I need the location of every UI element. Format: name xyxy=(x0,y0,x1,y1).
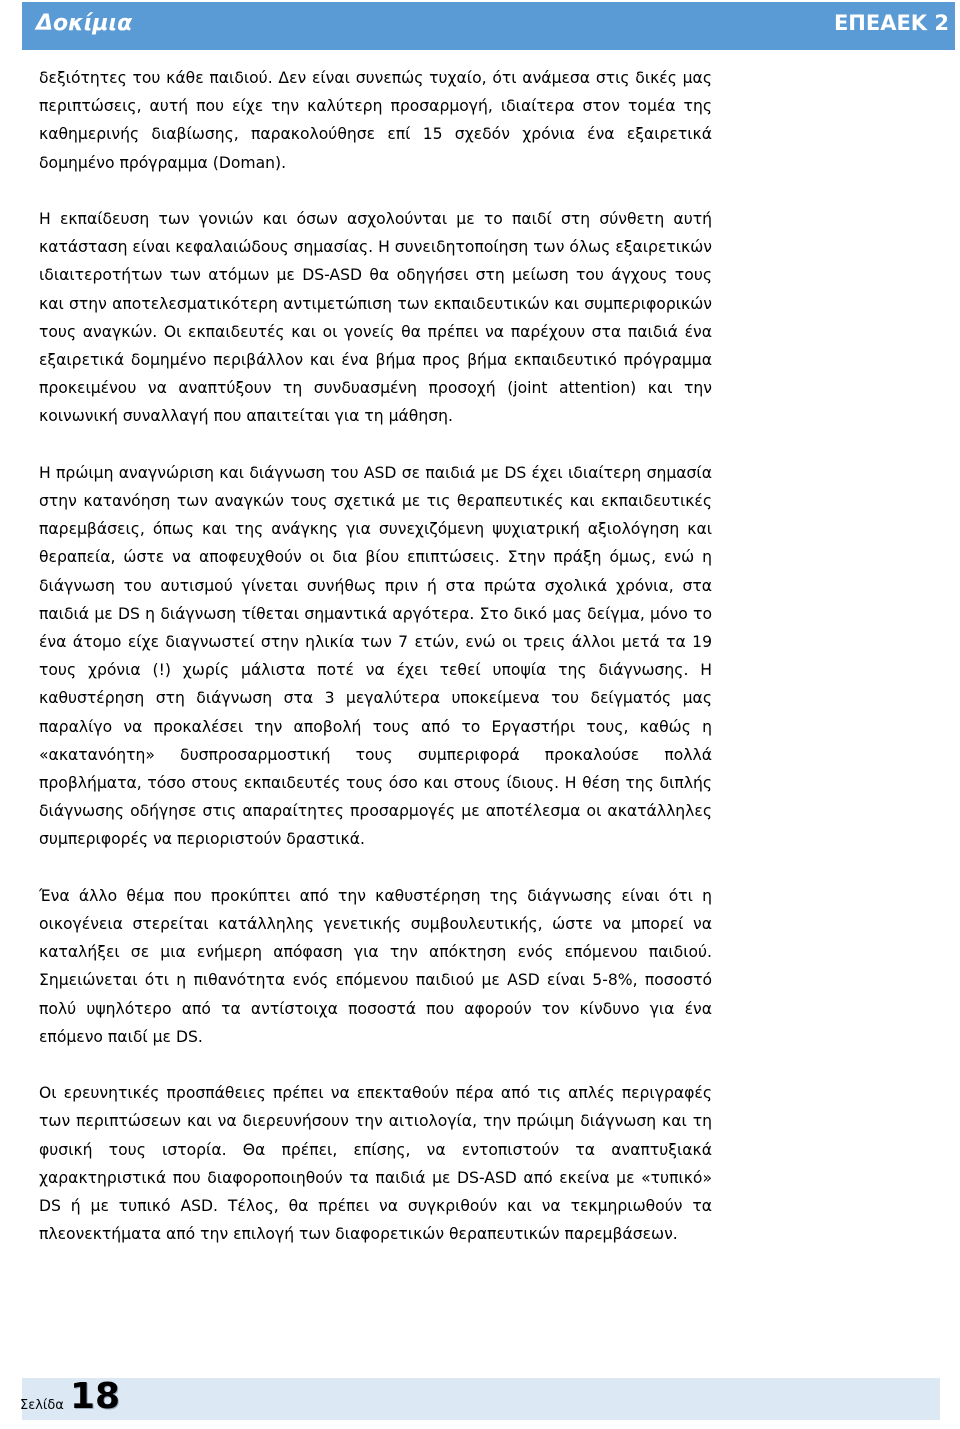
page-header xyxy=(22,2,955,50)
section-title: Δοκίμια xyxy=(36,11,133,36)
page-footer xyxy=(22,1378,940,1420)
program-title: ΕΠΕΑΕΚ 2 xyxy=(833,11,949,35)
page-label: Σελίδα xyxy=(20,1398,64,1413)
paragraph: δεξιότητες του κάθε παιδιού. Δεν είναι συνεπώς τυχαίο, ότι ανάμεσα στις δικές μας περιπτώσεις, αυτή που είχε την καλύτερη προσαρμογή, ιδιαίτερα στον τομέα της καθημερινής διαβίωσης, παρακολούθησε επί 15 σχεδόν χρόνια ένα εξαιρετικά δομημένο πρόγραμμα (Doman). xyxy=(39,69,712,172)
paragraph: Η πρώιμη αναγνώριση και διάγνωση του ASD σε παιδιά με DS έχει ιδιαίτερη σημασία στην κατανόηση των αναγκών τους σχετικά με τις θεραπευτικές και εκπαιδευτικές παρεμβάσεις, όπως και της ανάγκης για συνεχιζόμενη ψυχιατρική αξιολόγηση και θεραπεία, ώστε να αποφευχθούν οι δια βίου επιπτώσεις. Στην πράξη όμως, ενώ η διάγνωση του αυτισμού γίνεται συνήθως πριν ή στα πρώτα σχολικά χρόνια, στα παιδιά με DS η διάγνωση τίθεται σημαντικά αργότερα. Στο δικό μας δείγμα, μόνο το ένα άτομο είχε διαγνωστεί στην ηλικία των 7 ετών, ενώ οι τρεις άλλοι μετά τα 19 τους χρόνια (!) χωρίς μάλιστα ποτέ να έχει τεθεί υποψία της διάγνωσης. Η καθυστέρηση στη διάγνωση στα 3 μεγαλύτερα υποκείμενα του δείγματός μας παραλίγο να προκαλέσει την αποβολή τους από το Εργαστήρι τους, καθώς η «ακατανόητη» δυσπροσαρμοστική τους συμπεριφορά προκαλούσε πολλά προβλήματα, τόσο στους εκπαιδευτές τους όσο και στους ίδιους. Η θέση της διπλής διάγνωσης οδήγησε στις απαραίτητες προσαρμογές με αποτέλεσμα οι ακατάλληλες συμπεριφορές να περιοριστούν δραστικά. xyxy=(39,463,712,849)
paragraph: Ένα άλλο θέμα που προκύπτει από την καθυστέρηση της διάγνωσης είναι ότι η οικογένεια στερείται κατάλληλης γενετικής συμβουλευτικής, ώστε να μπορεί να καταλήξει σε μια ενήμερη απόφαση για την απόκτηση ενός επόμενου παιδιού. Σημειώνεται ότι η πιθανότητα ενός επόμενου παιδιού με ASD είναι 5-8%, ποσοστό πολύ υψηλότερο από τα αντίστοιχα ποσοστά που αφορούν τον κίνδυνο για ένα επόμενο παιδί με DS. xyxy=(39,886,712,1046)
paragraph: Οι ερευνητικές προσπάθειες πρέπει να επεκταθούν πέρα από τις απλές περιγραφές των περιπτώσεων και να διερευνήσουν την αιτιολογία, την πρώιμη διάγνωση και τη φυσική τους ιστορία. Θα πρέπει, επίσης, να εντοπιστούν τα αναπτυξιακά χαρακτηριστικά που διαφοροποιηθούν τα παιδιά με DS-ASD από εκείνα με «τυπικό» DS ή με τυπικό ASD. Τέλος, θα πρέπει να συγκριθούν και να τεκμηριωθούν τα πλεονεκτήματα από την επιλογή των διαφορετικών θεραπευτικών παρεμβάσεων. xyxy=(39,1084,712,1244)
document-body xyxy=(39,64,712,1277)
page-number: 18 xyxy=(70,1376,121,1417)
paragraph: Η εκπαίδευση των γονιών και όσων ασχολούνται με το παιδί στη σύνθετη αυτή κατάσταση είναι κεφαλαιώδους σημασίας. Η συνειδητοποίηση των όλως εξαιρετικών ιδιαιτεροτήτων των ατόμων με DS-ASD θα οδηγήσει στη μείωση του άγχους τους και στην αποτελεσματικότερη αντιμετώπιση των εκπαιδευτικών και συμπεριφορικών τους αναγκών. Οι εκπαιδευτές και οι γονείς θα πρέπει να παρέχουν στα παιδιά ένα εξαιρετικά δομημένο περιβάλλον και ένα βήμα προς βήμα εκπαιδευτικό πρόγραμμα προκειμένου να αναπτύξουν τη συνδυασμένη προσοχή (joint attention) και την κοινωνική συναλλαγή που απαιτείται για τη μάθηση. xyxy=(39,210,712,426)
